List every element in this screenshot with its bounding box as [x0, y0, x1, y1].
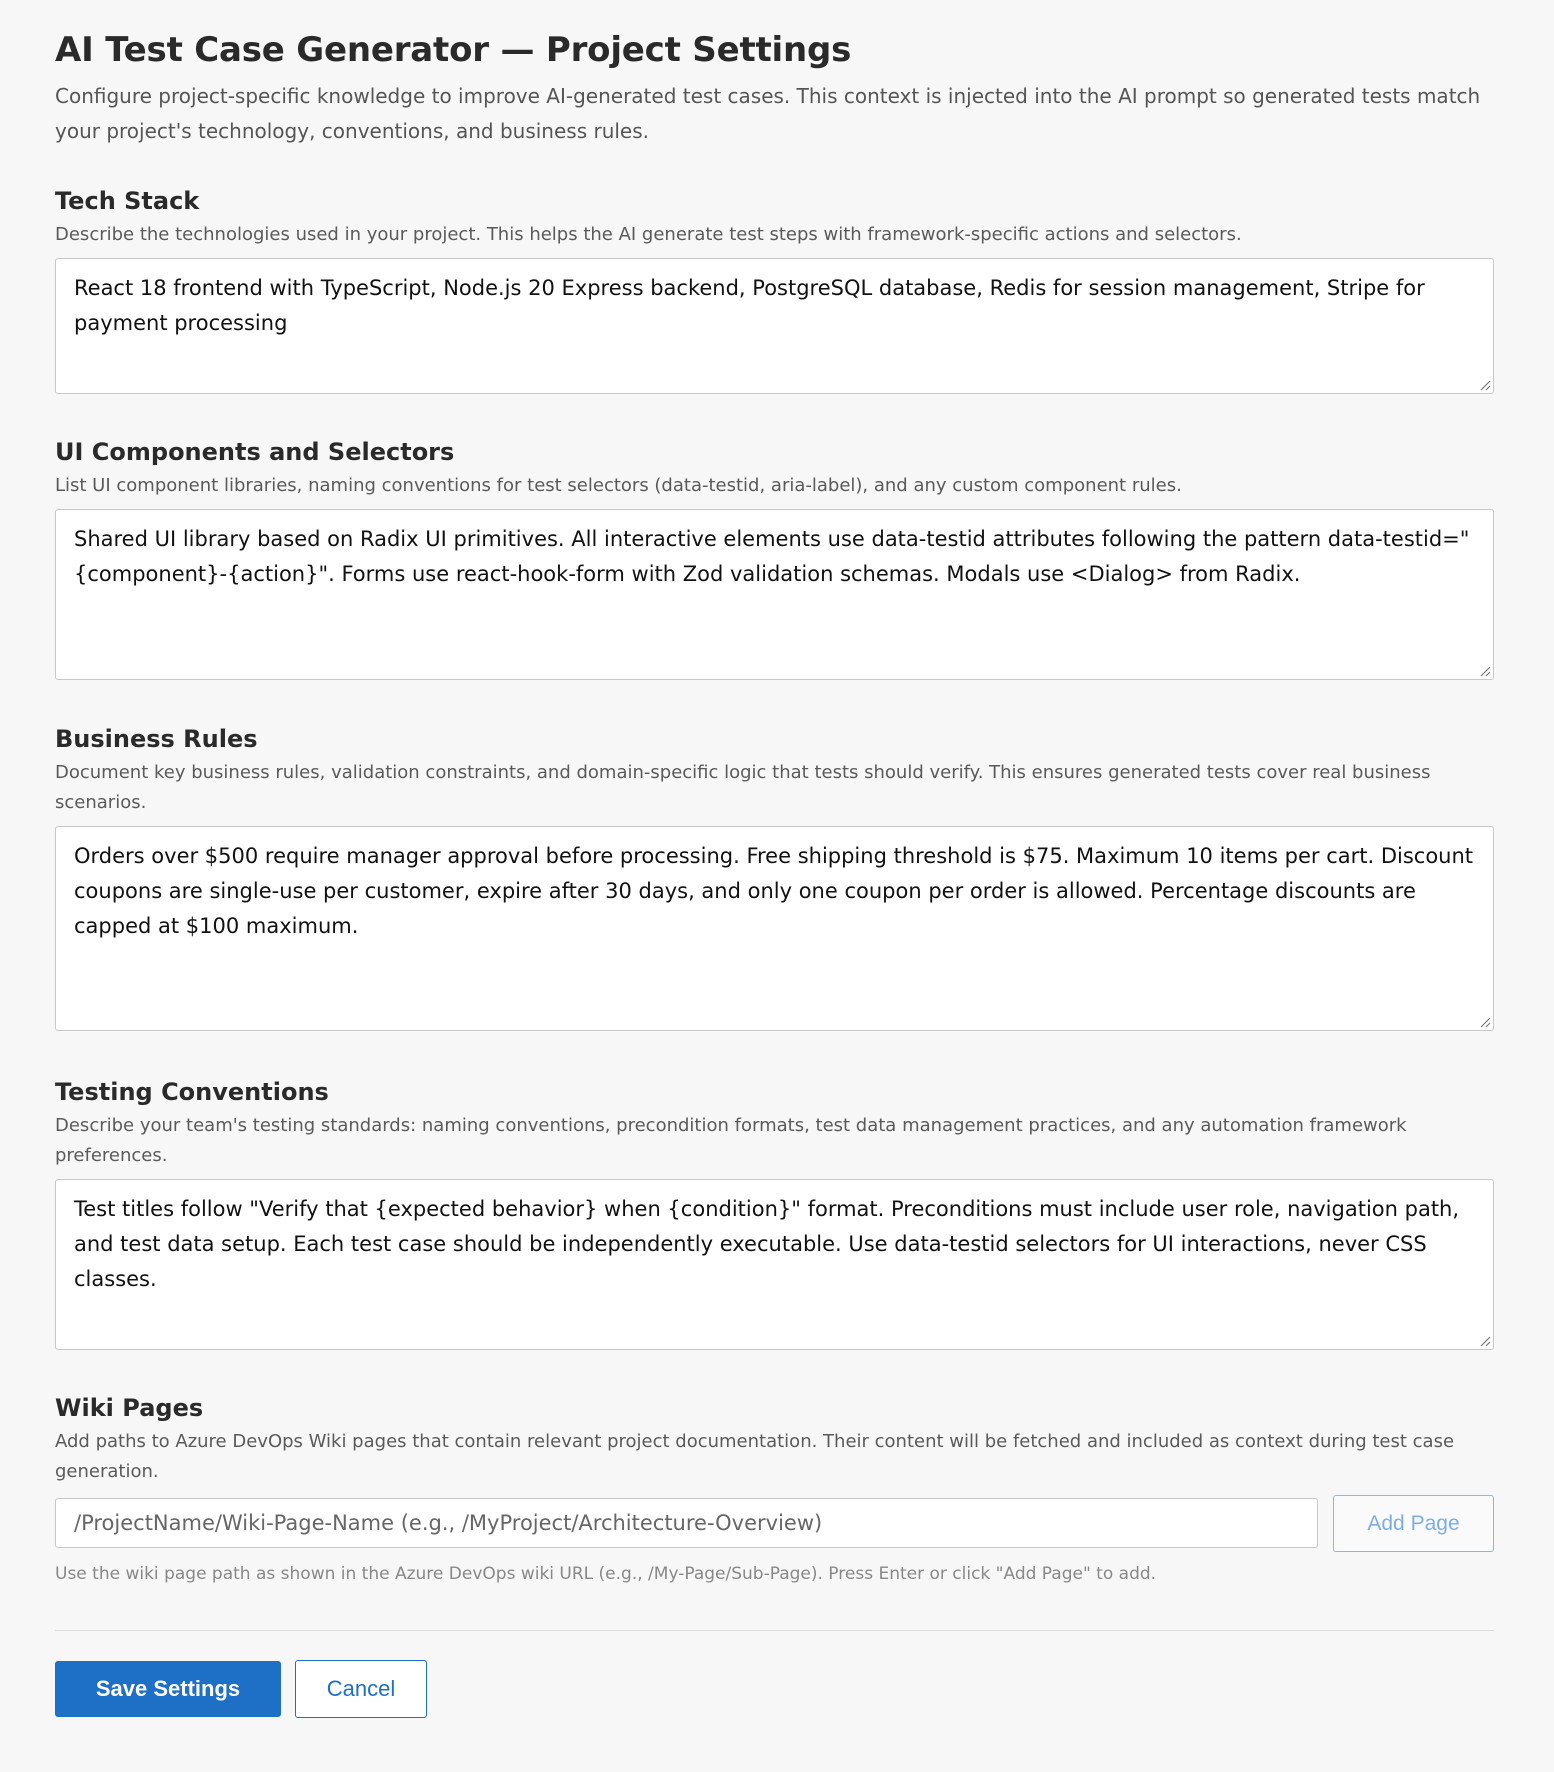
wiki-path-input[interactable]: /ProjectName/Wiki-Page-Name (e.g., /MyProject/Architecture-Overview) [55, 1498, 1318, 1548]
save-settings-button[interactable]: Save Settings [55, 1661, 281, 1717]
section-description: Add paths to Azure DevOps Wiki pages that contain relevant project documentation. Their content will be fetched and included as context during test case generation. [55, 1431, 1455, 1482]
page-title: AI Test Case Generator — Project Settings [55, 30, 852, 70]
resize-grip-icon[interactable] [1477, 1014, 1491, 1028]
footer-divider [55, 1630, 1494, 1631]
section-business-rules [55, 724, 1494, 1031]
business-rules-value: Orders over $500 require manager approval before processing. Free shipping threshold is $75. Maximum 10 items per cart. Discount coupons are single-use per customer, expire after 30 days, and only one coupon per order is allowed. Percentage discounts are capped at $100 maximum. [74, 844, 1474, 938]
ui-components-textarea[interactable] [55, 509, 1494, 680]
section-title: Tech Stack [55, 187, 200, 215]
wiki-hint: Use the wiki page path as shown in the Azure DevOps wiki URL (e.g., /My-Page/Sub-Page). Press Enter or click "Add Page" to add. [55, 1564, 1157, 1584]
section-title: UI Components and Selectors [55, 438, 455, 466]
section-title: Business Rules [55, 725, 258, 753]
resize-grip-icon[interactable] [1477, 377, 1491, 391]
resize-grip-icon[interactable] [1477, 663, 1491, 677]
tech-stack-value: React 18 frontend with TypeScript, Node.js 20 Express backend, PostgreSQL database, Redis for session management, Stripe for payment processing [74, 276, 1425, 335]
section-description: Document key business rules, validation constraints, and domain-specific logic that tests should verify. This ensures generated tests cover real business scenarios. [55, 762, 1431, 813]
section-description: List UI component libraries, naming conventions for test selectors (data-testid, aria-label), and any custom component rules. [55, 475, 1182, 496]
ui-components-value: Shared UI library based on Radix UI primitives. All interactive elements use data-testid attributes following the pattern data-testid="{component}-{action}". Forms use react-hook-form with Zod validation schemas. Modals use <Dialog> from Radix. [74, 527, 1470, 586]
section-wiki-pages [55, 1393, 1494, 1586]
page-description: Configure project-specific knowledge to improve AI-generated test cases. This context is injected into the AI prompt so generated tests match your project's technology, conventions, and business rules. [55, 84, 1481, 143]
section-title: Wiki Pages [55, 1394, 204, 1422]
testing-conventions-textarea[interactable] [55, 1179, 1494, 1350]
section-title: Testing Conventions [55, 1078, 329, 1106]
resize-grip-icon[interactable] [1477, 1333, 1491, 1347]
wiki-add-row [55, 1495, 1494, 1552]
section-description: Describe your team's testing standards: naming conventions, precondition formats, test data management practices, and any automation framework preferences. [55, 1115, 1407, 1166]
add-page-button[interactable]: Add Page [1333, 1495, 1494, 1552]
section-description: Describe the technologies used in your project. This helps the AI generate test steps with framework-specific actions and selectors. [55, 224, 1242, 245]
tech-stack-textarea[interactable] [55, 258, 1494, 394]
section-ui-components [55, 437, 1494, 680]
business-rules-textarea[interactable] [55, 826, 1494, 1031]
section-tech-stack [55, 186, 1494, 394]
section-testing-conventions [55, 1077, 1494, 1350]
testing-conventions-value: Test titles follow "Verify that {expected behavior} when {condition}" format. Preconditions must include user role, navigation path, and test data setup. Each test case should be independently executable. Use data-testid selectors for UI interactions, never CSS classes. [74, 1197, 1460, 1291]
cancel-button[interactable]: Cancel [295, 1660, 427, 1718]
